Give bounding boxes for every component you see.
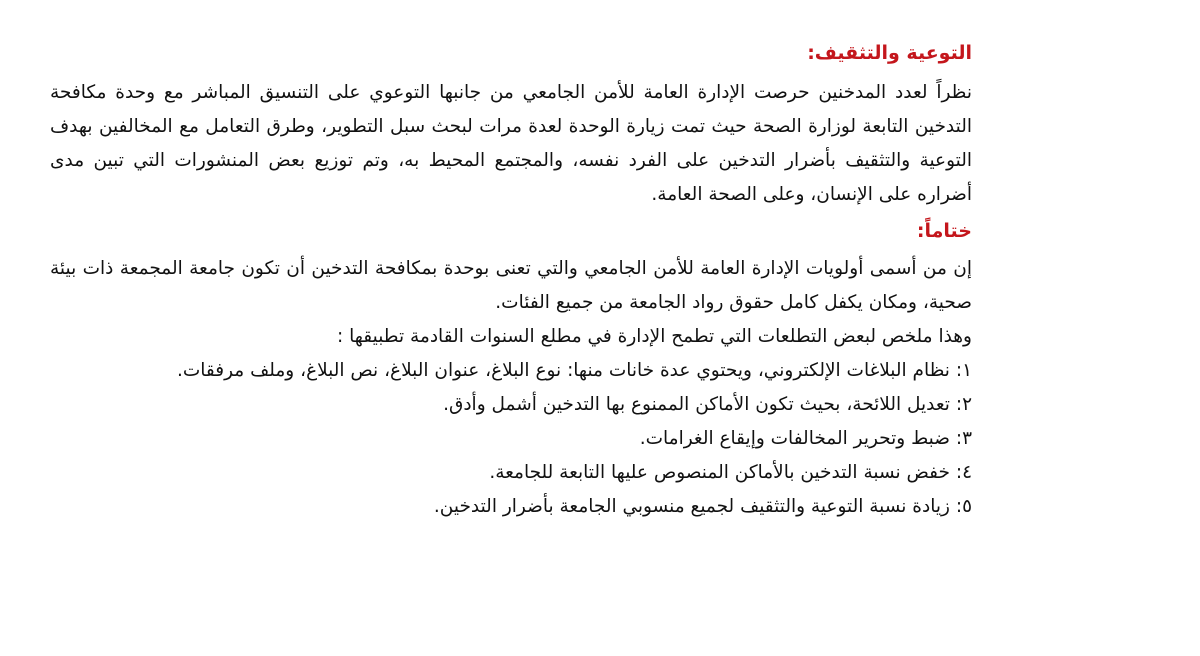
conclusion-paragraph: إن من أسمى أولويات الإدارة العامة للأمن الجامعي والتي تعنى بوحدة بمكافحة التدخين أن تكون جامعة المجمعة ذات بيئة صحية، ومكان يكفل كامل حقوق رواد الجامعة من جميع الفئات. — [50, 258, 972, 313]
document-body — [50, 36, 972, 524]
aspirations-intro: وهذا ملخص لبعض التطلعات التي تطمح الإدارة في مطلع السنوات القادمة تطبيقها : — [336, 326, 972, 347]
awareness-paragraph: نظراً لعدد المدخنين حرصت الإدارة العامة للأمن الجامعي من جانبها التوعوي على التنسيق المباشر مع وحدة مكافحة التدخين التابعة لوزارة الصحة حيث تمت زيارة الوحدة لعدة مرات لبحث سبل التطوير، وطرق التعامل مع المخالفين بهدف التوعية والتثقيف بأضرار التدخين على الفرد نفسه، والمجتمع المحيط به، وتم توزيع بعض المنشورات التي تبين مدى أضراره على الإنسان، وعلى الصحة العامة. — [50, 82, 972, 205]
aspiration-item-3: ٣: ضبط وتحرير المخالفات وإيقاع الغرامات. — [639, 428, 972, 449]
conclusion-heading: ختاماً: — [916, 220, 972, 242]
aspiration-item-5: ٥: زيادة نسبة التوعية والتثقيف لجميع منسوبي الجامعة بأضرار التدخين. — [433, 496, 972, 517]
aspiration-item-2: ٢: تعديل اللائحة، بحيث تكون الأماكن الممنوع بها التدخين أشمل وأدق. — [443, 394, 972, 415]
aspiration-item-1: ١: نظام البلاغات الإلكتروني، ويحتوي عدة خانات منها: نوع البلاغ، عنوان البلاغ، نص البلاغ، وملف مرفقات. — [176, 360, 972, 381]
awareness-heading: التوعية والتثقيف: — [807, 42, 972, 64]
aspiration-item-4: ٤: خفض نسبة التدخين بالأماكن المنصوص عليها التابعة للجامعة. — [489, 462, 972, 483]
